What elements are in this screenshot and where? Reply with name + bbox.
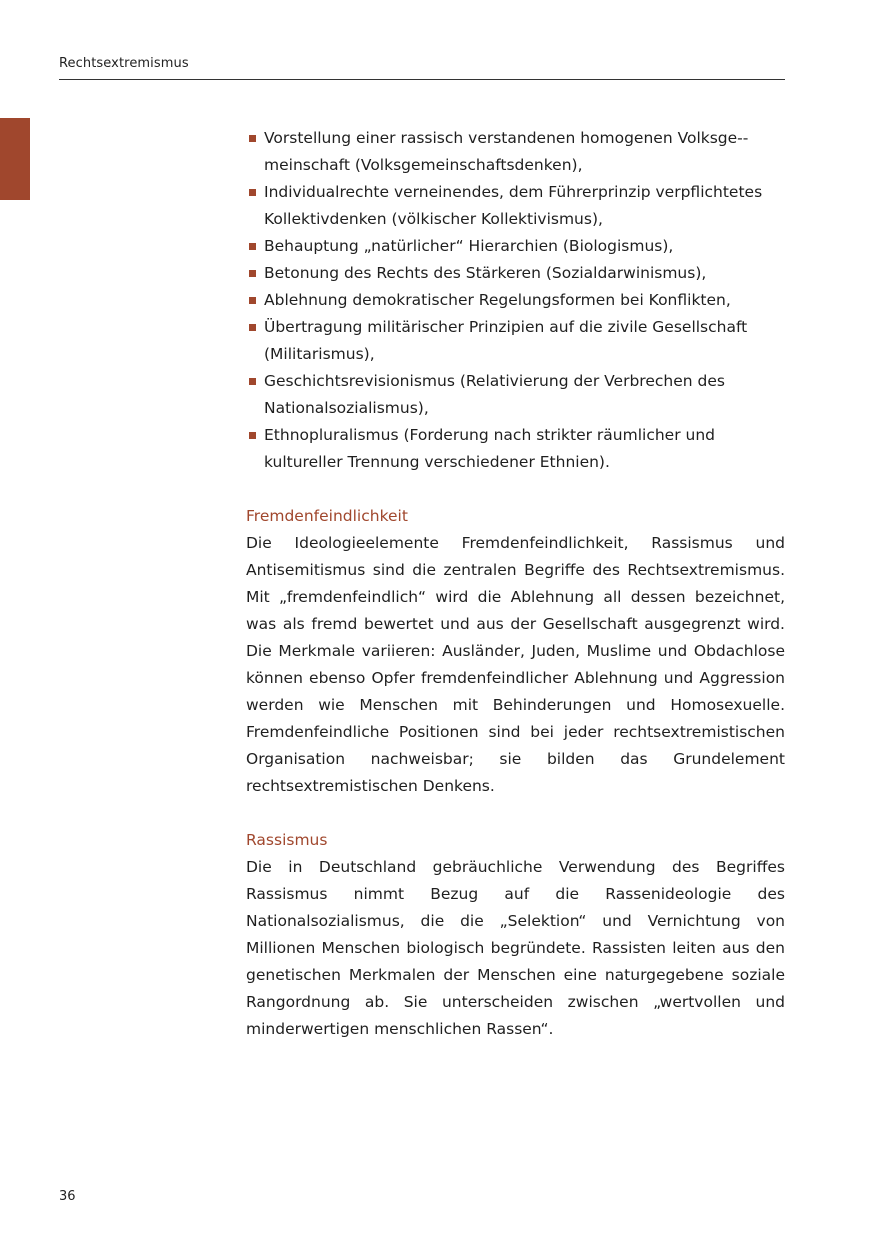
running-header: Rechtsextremismus (59, 56, 189, 71)
section-body-fremdenfeindlichkeit: Die Ideologieelemente Fremdenfeindlichkeit, Rassismus und Antisemitismus sind die zentralen Begriffe des Rechtsextremismus. Mit „fremdenfeindlich“ wird die Ablehnung all dessen bezeichnet, was als fremd bewertet und aus der Gesellschaft ausgegrenzt wird. Die Merkmale variieren: Ausländer, Juden, Muslime und Obdachlose können ebenso Opfer fremdenfeindlicher Ablehnung und Aggression werden wie Menschen mit Behinderungen und Homosexuelle. Fremdenfeindliche Positionen sind bei jeder rechtsextremistischen Organisation nachweisbar; sie bilden das Grundelement rechtsextremistischen Denkens. (246, 534, 785, 795)
list-item-text: Vorstellung einer rassisch verstandenen homogenen Volksge-meinschaft (Volksgemeinschaftsdenken), (264, 129, 749, 174)
list-item (246, 287, 785, 314)
list-item (246, 125, 785, 179)
list-item (246, 368, 785, 422)
list-item (246, 179, 785, 233)
section-body-rassismus: Die in Deutschland gebräuchliche Verwendung des Begriffes Rassismus nimmt Bezug auf die Rassenideologie des Nationalsozialismus, die die „Selektion“ und Vernichtung von Millionen Menschen biologisch begründete. Rassisten leiten aus den genetischen Merkmalen der Menschen eine naturgegebene soziale Rangordnung ab. Sie unterscheiden zwischen „wertvollen und minderwertigen menschlichen Rassen“. (246, 858, 785, 1038)
square-bullet-icon (249, 324, 256, 331)
ideology-elements-list (246, 125, 785, 476)
list-item-text: Ablehnung demokratischer Regelungsformen bei Konflikten, (264, 291, 731, 309)
square-bullet-icon (249, 243, 256, 250)
square-bullet-icon (249, 270, 256, 277)
list-item-text: Ethnopluralismus (Forderung nach strikter räumlicher und kultureller Trennung verschiedener Ethnien). (264, 426, 715, 471)
list-item-text: Betonung des Rechts des Stärkeren (Sozialdarwinismus), (264, 264, 707, 282)
list-item (246, 233, 785, 260)
square-bullet-icon (249, 189, 256, 196)
chapter-tab-marker (0, 118, 30, 200)
square-bullet-icon (249, 378, 256, 385)
square-bullet-icon (249, 135, 256, 142)
list-item (246, 314, 785, 368)
header-divider (59, 79, 785, 80)
list-item-text: Geschichtsrevisionismus (Relativierung der Verbrechen des Nationalsozialismus), (264, 372, 725, 417)
list-item (246, 260, 785, 287)
section-heading-fremdenfeindlichkeit: Fremdenfeindlichkeit (246, 507, 408, 525)
section-heading-rassismus: Rassismus (246, 831, 328, 849)
square-bullet-icon (249, 432, 256, 439)
list-item (246, 422, 785, 476)
list-item-text: Übertragung militärischer Prinzipien auf die zivile Gesellschaft (Militarismus), (264, 318, 748, 363)
square-bullet-icon (249, 297, 256, 304)
page-number: 36 (59, 1189, 76, 1204)
list-item-text: Individualrechte verneinendes, dem Führerprinzip verpflichtetes Kollektivdenken (völkischer Kollektivismus), (264, 183, 763, 228)
list-item-text: Behauptung „natürlicher“ Hierarchien (Biologismus), (264, 237, 674, 255)
